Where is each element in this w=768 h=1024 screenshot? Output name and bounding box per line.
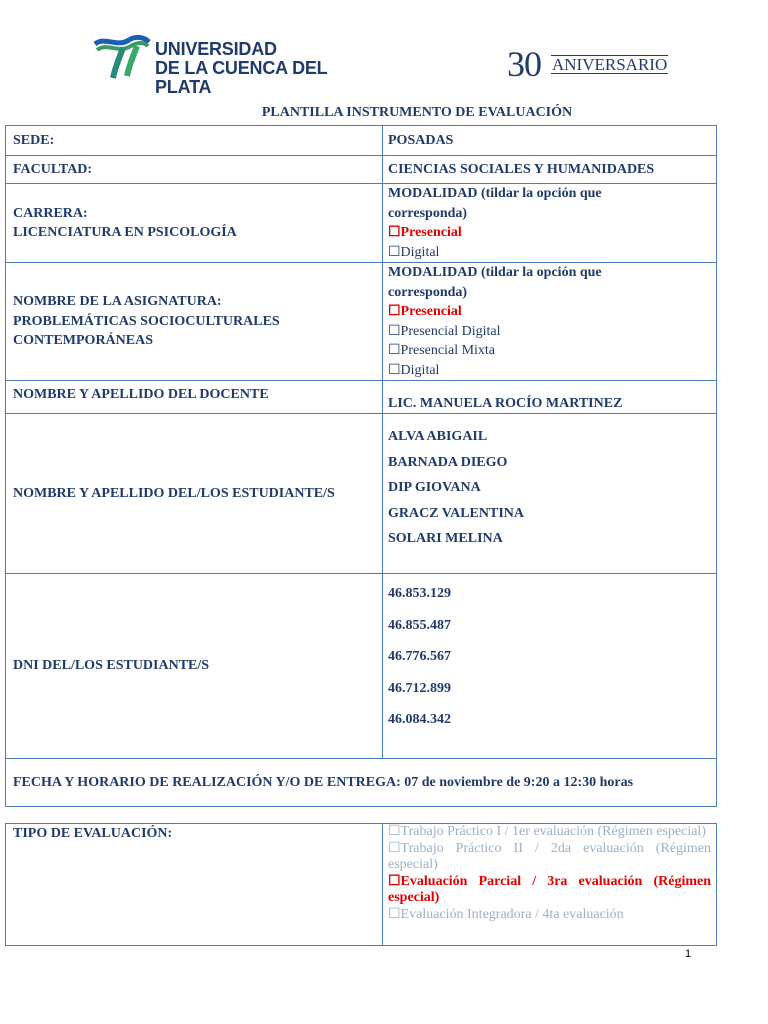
tipo-tp2-checkbox[interactable]: ☐Trabajo Práctico II / 2da evaluación (Régimen especial) [388,840,711,872]
modalidad1-title-2: corresponda) [388,205,468,221]
tipo-row [6,824,717,946]
tipo-parcial-checkbox[interactable]: ☐Evaluación Parcial / 3ra evaluación (Régimen especial) [388,873,711,905]
tipo-options [383,824,717,946]
modalidad-cell-1 [383,184,717,263]
facultad-value: CIENCIAS SOCIALES Y HUMANIDADES [383,156,717,184]
asignatura-cell [6,263,383,381]
estudiantes-label: NOMBRE Y APELLIDO DEL/LOS ESTUDIANTE/S [6,414,383,574]
wave-logo-icon [93,34,151,80]
carrera-row [6,184,717,263]
asignatura-value-1: PROBLEMÁTICAS SOCIOCULTURALES [13,313,280,329]
tipo-tp1-checkbox[interactable]: ☐Trabajo Práctico I / 1er evaluación (Régimen especial) [388,824,706,839]
carrera-label: CARRERA: [13,205,88,221]
asignatura-row [6,263,717,381]
university-line1: UNIVERSIDAD [155,39,277,59]
sede-row [6,126,717,156]
asignatura-value-2: CONTEMPORÁNEAS [13,333,154,349]
tipo-label: TIPO DE EVALUACIÓN: [6,824,383,946]
modalidad2-digital-checkbox[interactable]: ☐Digital [388,362,440,378]
list-item: SOLARI MELINA [388,531,503,546]
page-number: 1 [685,948,692,960]
tipo-integradora-checkbox[interactable]: ☐Evaluación Integradora / 4ta evaluación [388,906,624,922]
sede-value: POSADAS [383,126,717,156]
docente-row [6,381,717,414]
fecha-row [6,759,717,807]
estudiantes-list [383,414,717,574]
estudiantes-row [6,414,717,574]
carrera-value: LICENCIATURA EN PSICOLOGÍA [13,225,237,240]
modalidad1-digital-checkbox[interactable]: ☐Digital [388,244,440,260]
carrera-cell [6,184,383,263]
list-item: BARNADA DIEGO [388,454,508,470]
modalidad2-title-1: MODALIDAD (tildar la opción que [388,265,602,280]
modalidad2-presencial-digital-checkbox[interactable]: ☐Presencial Digital [388,323,501,339]
evaluation-table [5,125,717,807]
anniversary-number: 30 [507,44,541,84]
university-name [155,40,383,97]
list-item: 46.084.342 [388,712,451,727]
dni-row [6,574,717,759]
docente-label: NOMBRE Y APELLIDO DEL DOCENTE [6,381,383,414]
asignatura-label: NOMBRE DE LA ASIGNATURA: [13,294,222,310]
page-title: PLANTILLA INSTRUMENTO DE EVALUACIÓN [261,105,573,120]
list-item: 46.853.129 [388,586,451,601]
list-item: 46.712.899 [388,680,451,696]
modalidad2-presencial-mixta-checkbox[interactable]: ☐Presencial Mixta [388,343,496,358]
facultad-label: FACULTAD: [6,156,383,184]
fecha-value: 07 de noviembre de 9:20 a 12:30 horas [404,774,634,790]
fecha-label: FECHA Y HORARIO DE REALIZACIÓN Y/O DE ENTREGA: [13,774,401,790]
facultad-row [6,156,717,184]
list-item: 46.776.567 [388,649,451,664]
modalidad2-presencial-checkbox[interactable]: ☐Presencial [388,304,462,319]
dni-list [383,574,717,759]
fecha-cell [6,759,717,807]
anniversary-word: ANIVERSARIO [552,55,668,74]
list-item: ALVA ABIGAIL [388,429,488,444]
dni-label: DNI DEL/LOS ESTUDIANTE/S [6,574,383,759]
modalidad-cell-2 [383,263,717,381]
university-logo [93,34,383,97]
list-item: GRACZ VALENTINA [388,505,525,521]
docente-value: LIC. MANUELA ROCÍO MARTINEZ [383,381,717,414]
tipo-options-clip [388,824,711,945]
list-item: DIP GIOVANA [388,480,481,495]
university-line2: DE LA CUENCA DEL PLATA [155,58,328,97]
tipo-evaluacion-table [5,823,717,946]
modalidad1-title-1: MODALIDAD (tildar la opción que [388,186,602,201]
sede-label: SEDE: [6,126,383,156]
modalidad1-presencial-checkbox[interactable]: ☐Presencial [388,225,462,240]
list-item: 46.855.487 [388,617,451,633]
modalidad2-title-2: corresponda) [388,284,468,300]
